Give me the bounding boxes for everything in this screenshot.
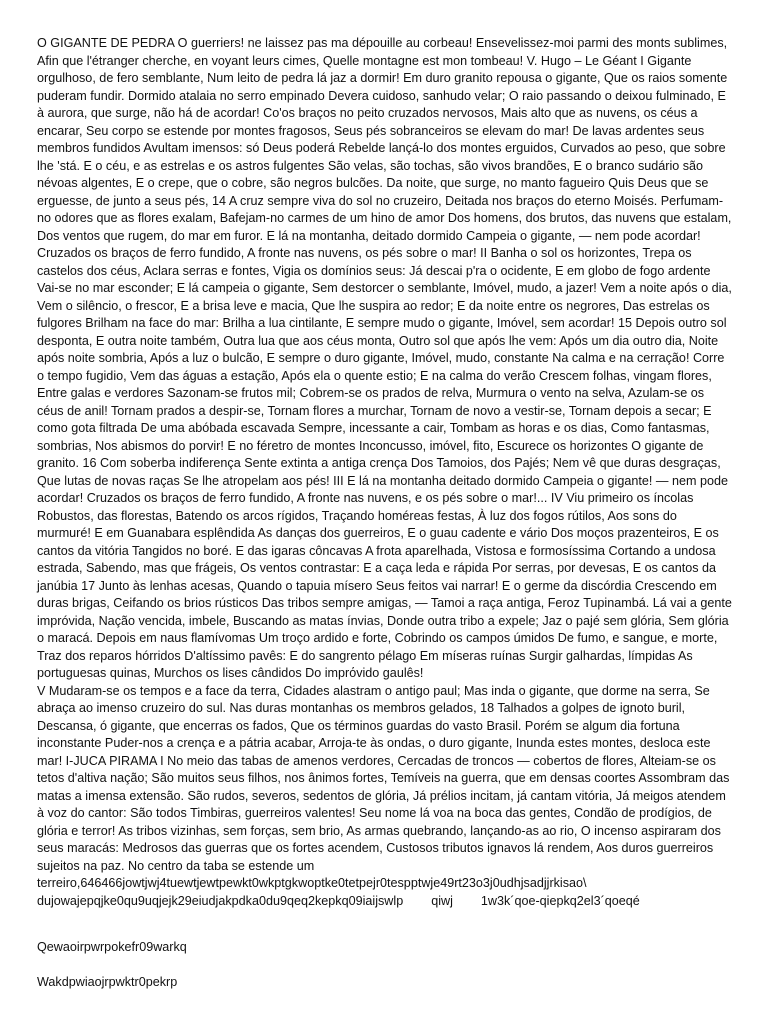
blank-gap: [37, 910, 734, 939]
extra-text-line-1: Qewaoirpwrpokefr09warkq: [37, 940, 187, 954]
document-page: [37, 35, 734, 991]
poem-paragraph-2: V Mudaram-se os tempos e a face da terra, Cidades alastram o antigo paul; Mas inda o gigante, que dorme na serra, Se abraça ao imenso cruzeiro do sul. Nas duras montanhas os membros gelados, 18 Talhados a golpes de ignoto buril, Descansa, ó gigante, que encerras os fados, Que os términos guardas do vasto Brasil. Porém se algum dia fortuna inconstante Puder-nos a crença e a pátria acabar, Arroja-te às ondas, o duro gigante, Inunda estes montes, desloca este mar! I-JUCA PIRAMA I No meio das tabas de amenos verdores, Cercadas de troncos — cobertos de flores, Alteiam-se os tetos d'altiva nação; São muitos seus filhos, nos ânimos fortes, Temíveis na guerra, que em densas coortes Assombram das matas a imensa extensão. São rudos, severos, sedentos de glória, Já prélios incitam, já cantam vitória, Já meigos atendem à voz do cantor: São todos Timbiras, guerreiros valentes! Seu nome lá voa na boca das gentes, Condão de prodígios, de glória e terror! As tribos vizinhas, sem forças, sem brio, As armas quebrando, lançando-as ao rio, O incenso aspiraram dos seus maracás: Medrosos das guerras que os fortes acendem, Custosos tributos ignavos lá rendem, Aos duros guerreiros sujeitos na paz. No centro da taba se estende um terreiro,646466jowtjwj4tuewtjewtpewkt0wkptgkwoptke0tetpejr0tespptwje49rt23o3j0udhjsadjjrkisao\: [37, 683, 730, 890]
extra-text-line-2: Wakdpwiaojrpwktr0pekrp: [37, 974, 178, 989]
garbage-text-line: dujowajepqjke0qu9uqjejk29eiudjakpdka0du9qeq2kepkq09iaijswlp qiwj 1w3k´qoe-qiepkq2el3´qoeqé: [37, 893, 640, 908]
poem-paragraph-1: O GIGANTE DE PEDRA O guerriers! ne laissez pas ma dépouille au corbeau! Ensevelissez-moi parmi des monts sublimes, Afin que l'étranger cherche, en voyant leurs cimes, Quelle montagne est mon tombeau! V. Hugo – Le Géant I Gigante orgulhoso, de fero semblante, Num leito de pedra lá jaz a dormir! Em duro granito repousa o gigante, Que os raios somente puderam fundir. Dormido atalaia no serro empinado Devera cuidoso, sanhudo velar; O raio passando o deixou fulminado, E à aurora, que surge, não há de acordar! Co'os braços no peito cruzados nervosos, Mais alto que as nuvens, os céus a encarar, Seu corpo se estende por montes fragosos, Seus pés sobranceiros se elevam do mar! De lavas ardentes seus membros fundidos Avultam imensos: só Deus poderá Rebelde lançá-lo dos montes erguidos, Curvados ao peso, que sobre lhe 'stá. E o céu, e as estrelas e os astros fulgentes São velas, são tochas, são vivos brandões, E o branco sudário são névoas algentes, E o crepe, que o cobre, são negros bulcões. Da noite, que surge, no manto fagueiro Quis Deus que se erguesse, de junto a seus pés, 14 A cruz sempre viva do sol no cruzeiro, Deitada nos braços do eterno Moisés. Perfumam-no odores que as flores exalam, Bafejam-no carmes de um hino de amor Dos homens, dos brutos, das nuvens que estalam, Dos ventos que rugem, do mar em furor. E lá na montanha, deitado dormido Campeia o gigante, — nem pode acordar! Cruzados os braços de ferro fundido, A fronte nas nuvens, os pés sobre o mar! II Banha o sol os horizontes, Trepa os castelos dos céus, Aclara serras e fontes, Vigia os domínios seus: Já descai p'ra o ocidente, E em globo de fogo ardente Vai-se no mar esconder; E lá campeia o gigante, Sem destorcer o semblante, Imóvel, mudo, a jazer! Vem a noite após o dia, Vem o silêncio, o frescor, E a brisa leve e macia, Que lhe suspira ao redor; E da noite entre os negrores, Das estrelas os fulgores Brilham na face do mar: Brilha a lua cintilante, E sempre mudo o gigante, Imóvel, sem acordar! 15 Depois outro sol desponta, E outra noite também, Outra lua que aos céus monta, Outro sol que após lhe vem: Após um dia outro dia, Noite após noite sombria, Após a luz o bulcão, E sempre o duro gigante, Imóvel, mudo, constante Na calma e na cerração! Corre o tempo fugidio, Vem das águas a estação, Após ela o quente estio; E na calma do verão Crescem folhas, vingam flores, Entre galas e verdores Sazonam-se frutos mil; Cobrem-se os prados de relva, Murmura o vento na selva, Azulam-se os céus de anil! Tornam prados a despir-se, Tornam flores a murchar, Tornam de novo a vestir-se, Tornam depois a secar; E como gota filtrada De uma abóbada escavada Sempre, incessante a cair, Tombam as horas e os dias, Como fantasmas, sombrias, Nos abismos do porvir! E no féretro de montes Inconcusso, imóvel, fito, Escurece os horizontes O gigante de granito. 16 Com soberba indiferença Sente extinta a antiga crença Dos Tamoios, dos Pajés; Nem vê que duras desgraças, Que lutas de novas raças Se lhe atropelam aos pés! III E lá na montanha deitado dormido Campeia o gigante! — nem pode acordar! Cruzados os braços de ferro fundido, A fronte nas nuvens, e os pés sobre o mar!... IV Viu primeiro os íncolas Robustos, das florestas, Batendo os arcos rígidos, Traçando homéreas festas, À luz dos fogos rútilos, Aos sons do murmuré! E em Guanabara esplêndida As danças dos guerreiros, E o guau cadente e vário Dos moços prazenteiros, E os cantos da vitória Tangidos no boré. E das igaras côncavas A frota aparelhada, Vistosa e formosíssima Cortando a undosa estrada, Sabendo, mas que frágeis, Os ventos contrastar: E a caça leda e rápida Por serras, por devesas, E os cantos da janúbia 17 Junto às lenhas acesas, Quando o tapuia mísero Seus feitos vai narrar! E o germe da discórdia Crescendo em duras brigas, Ceifando os brios rústicos Das tribos sempre amigas, — Tamoi a raça antiga, Feroz Tupinambá. Lá vai a gente impróvida, Nação vencida, imbele, Buscando as matas ínvias, Donde outra tribo a expele; Jaz o pajé sem glória, Sem glória o maracá. Depois em naus flamívomas Um troço ardido e forte, Cobrindo os campos úmidos De fumo, e sangue, e morte, Traz dos reparos hórridos D'altíssimo pavês: E do sangrento pélago Em míseras ruínas Surgir galhardas, límpidas As portuguesas quinas, Murchos os lises cândidos Do imprόvido gaulês!: [37, 36, 732, 680]
blank-gap: [37, 957, 734, 974]
